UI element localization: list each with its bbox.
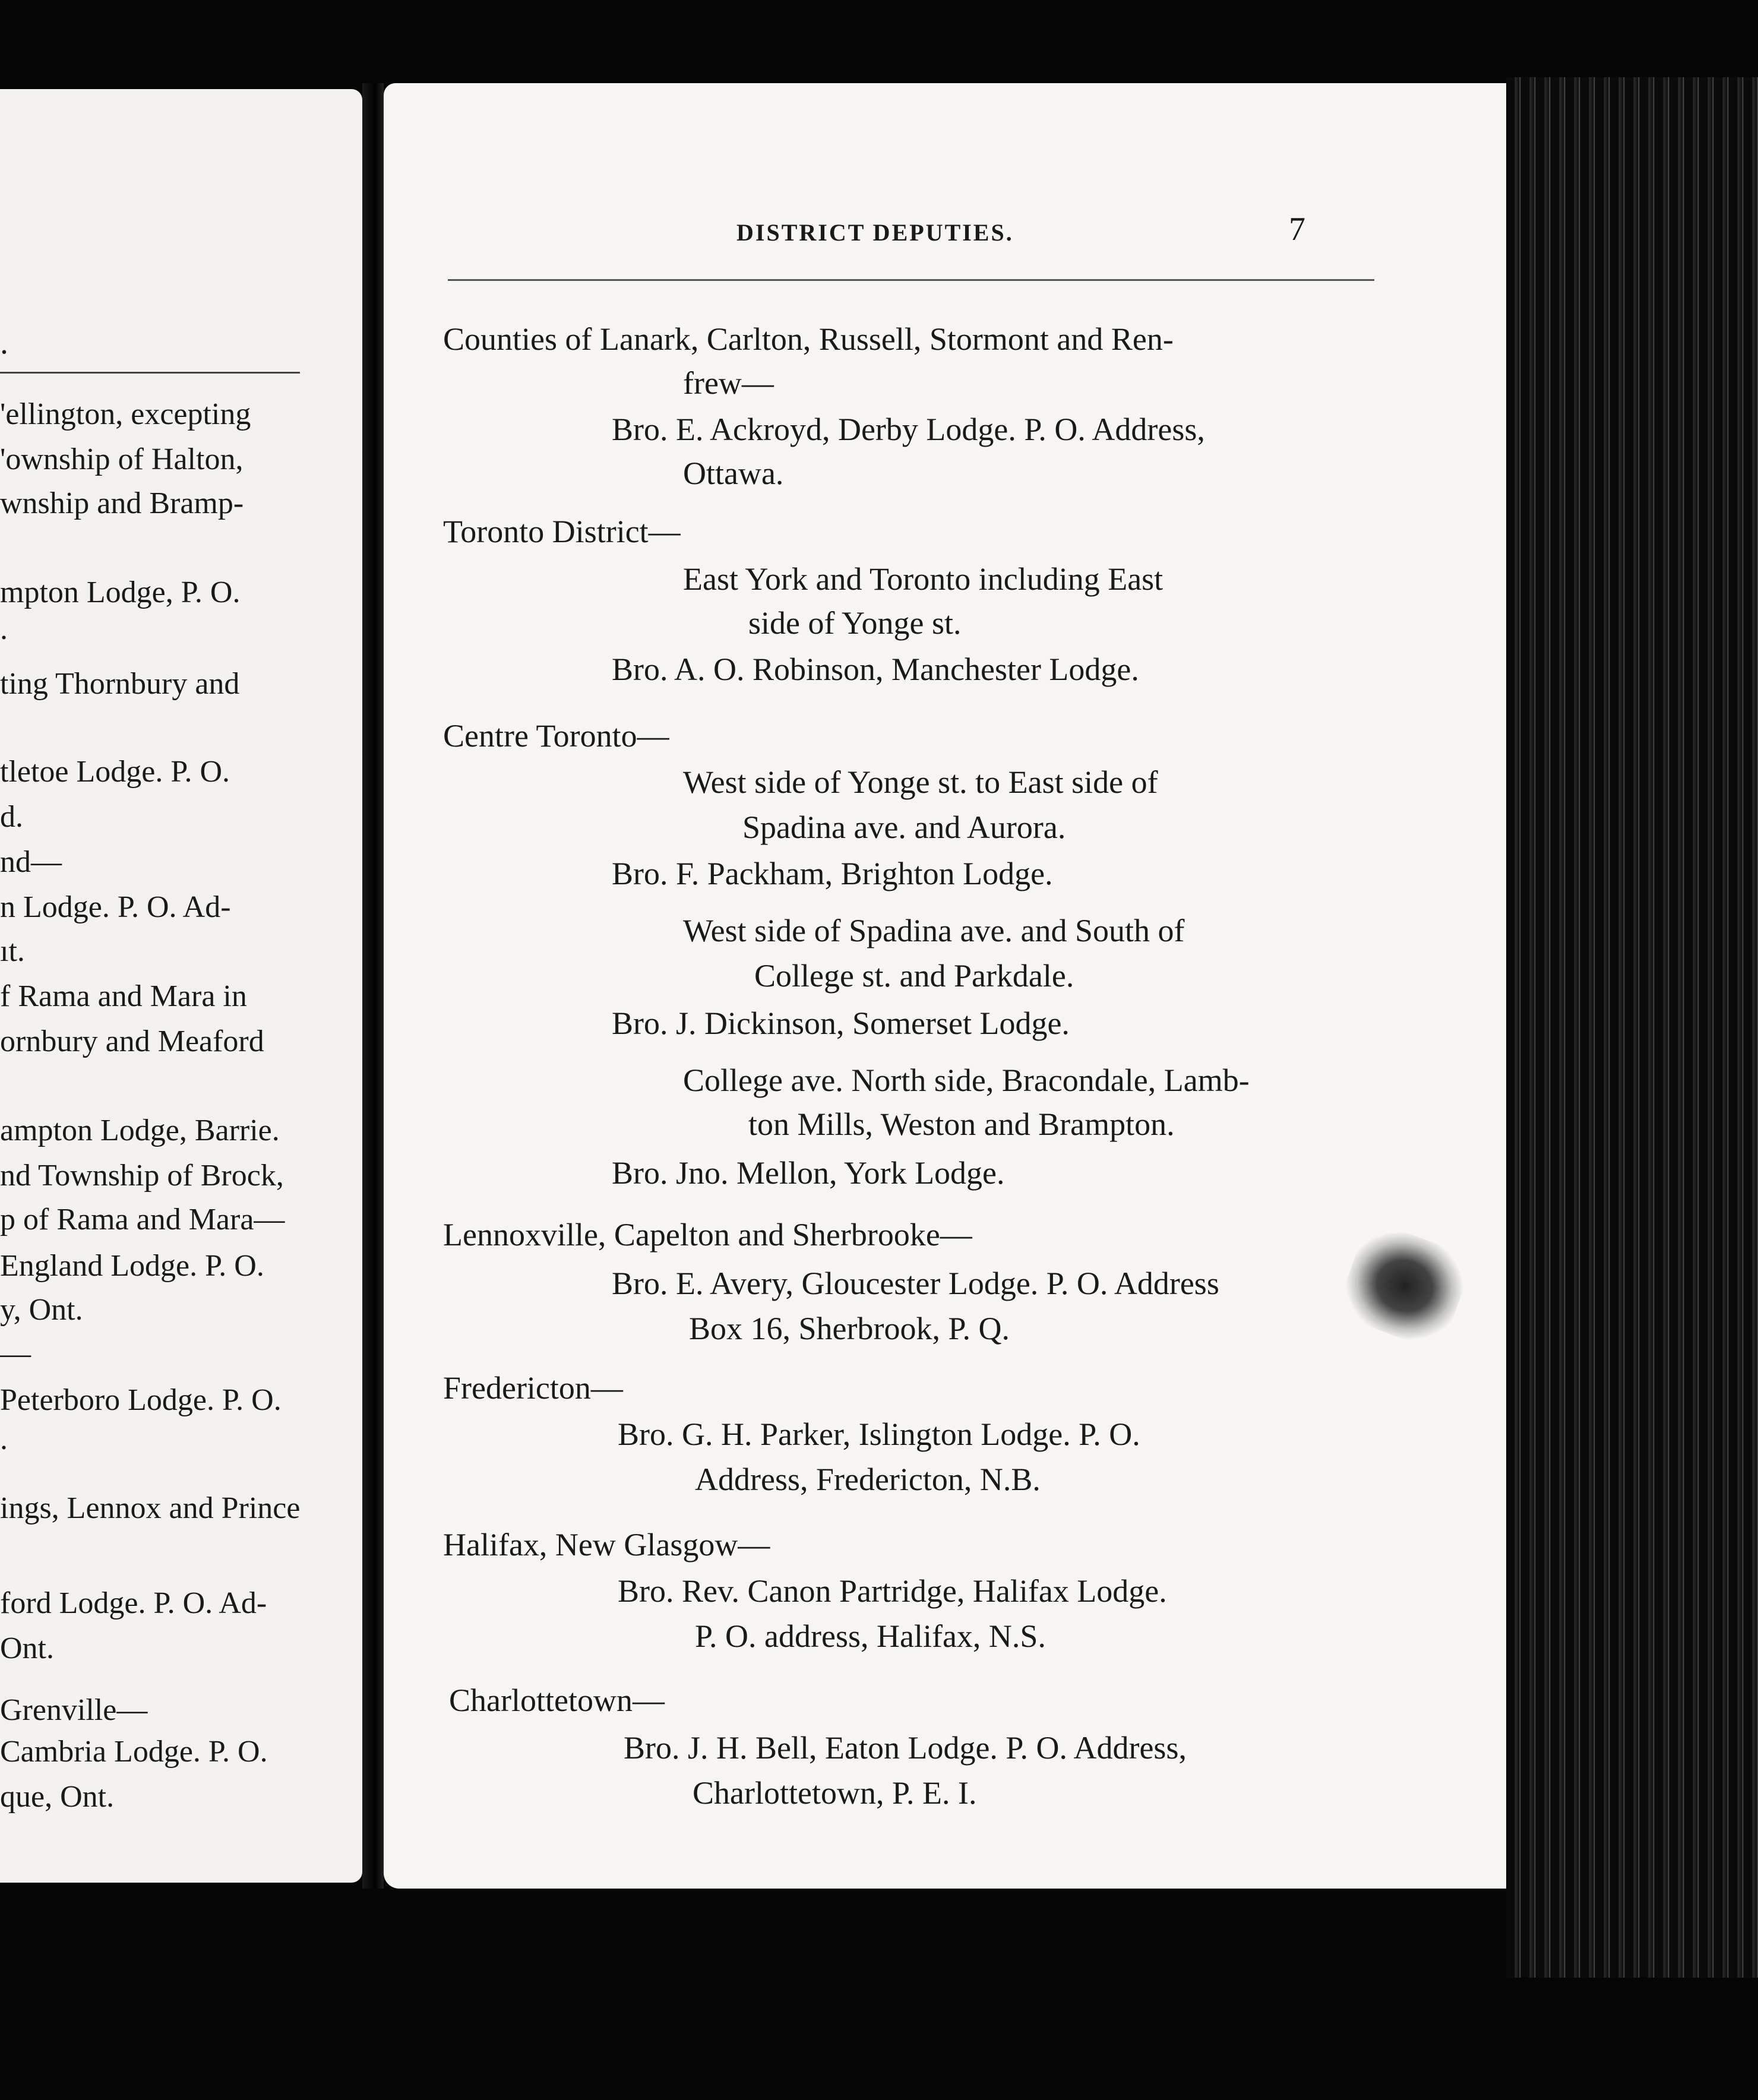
running-head: DISTRICT DEPUTIES.: [736, 219, 1014, 246]
left-page-line: 'ellington, excepting: [0, 397, 251, 431]
district-heading: Fredericton—: [443, 1370, 623, 1406]
left-page-line: nd Township of Brock,: [0, 1159, 284, 1193]
deputy-entry: Bro. Jno. Mellon, York Lodge.: [612, 1155, 1005, 1191]
district-heading: Charlottetown—: [449, 1682, 665, 1718]
header-rule: [448, 279, 1374, 281]
left-page-line: p of Rama and Mara—: [0, 1203, 285, 1236]
left-page-line: nd—: [0, 845, 62, 879]
left-page-line: Ont.: [0, 1631, 54, 1665]
left-page-line: ting Thornbury and: [0, 667, 240, 701]
deputy-address: Box 16, Sherbrook, P. Q.: [689, 1311, 1010, 1346]
district-heading: Centre Toronto—: [443, 718, 669, 754]
left-page-line: Peterboro Lodge. P. O.: [0, 1383, 282, 1417]
deputy-entry: Bro. A. O. Robinson, Manchester Lodge.: [612, 651, 1139, 687]
district-description: College st. and Parkdale.: [754, 958, 1074, 994]
deputy-entry: Bro. E. Ackroyd, Derby Lodge. P. O. Address,: [612, 412, 1205, 447]
deputy-entry: Bro. G. H. Parker, Islington Lodge. P. O.: [618, 1416, 1140, 1452]
book-gutter: [362, 83, 384, 1889]
previous-page: [0, 89, 362, 1883]
deputy-address: Address, Fredericton, N.B.: [695, 1462, 1041, 1497]
district-description: ton Mills, Weston and Brampton.: [748, 1106, 1175, 1142]
left-page-line: 'ownship of Halton,: [0, 442, 244, 476]
stray-mark: .: [0, 324, 8, 361]
district-heading: Halifax, New Glasgow—: [443, 1527, 770, 1563]
left-page-line: n Lodge. P. O. Ad-: [0, 890, 231, 924]
deputy-address: Ottawa.: [683, 456, 784, 491]
left-page-line: d.: [0, 800, 23, 834]
district-heading: Lennoxville, Capelton and Sherbrooke—: [443, 1217, 972, 1253]
left-page-line: .: [0, 1422, 8, 1456]
district-description: West side of Yonge st. to East side of: [683, 764, 1158, 800]
left-page-line: .: [0, 612, 8, 646]
deputy-entry: Bro. F. Packham, Brighton Lodge.: [612, 856, 1053, 891]
book-page-edges: [1506, 77, 1758, 1978]
left-page-line: wnship and Bramp-: [0, 486, 244, 520]
district-description: side of Yonge st.: [748, 605, 962, 641]
page-number: 7: [1289, 211, 1305, 248]
district-description: College ave. North side, Bracondale, Lamb-: [683, 1062, 1250, 1098]
left-page-line: Grenville—: [0, 1693, 148, 1727]
left-page-line: ford Lodge. P. O. Ad-: [0, 1586, 267, 1620]
left-page-line: mpton Lodge, P. O.: [0, 575, 241, 609]
deputy-entry: Bro. J. Dickinson, Somerset Lodge.: [612, 1005, 1070, 1041]
left-page-line: England Lodge. P. O.: [0, 1249, 264, 1283]
deputy-address: P. O. address, Halifax, N.S.: [695, 1618, 1046, 1654]
district-heading: Counties of Lanark, Carlton, Russell, Stormont and Ren-: [443, 321, 1174, 357]
left-page-line: y, Ont.: [0, 1293, 83, 1327]
left-page-line: ıt.: [0, 934, 25, 968]
left-page-line: —: [0, 1337, 31, 1371]
left-page-line: ings, Lennox and Prince: [0, 1491, 301, 1525]
left-page-line: ornbury and Meaford: [0, 1024, 264, 1058]
deputy-entry: Bro. Rev. Canon Partridge, Halifax Lodge.: [618, 1573, 1167, 1609]
district-description: Spadina ave. and Aurora.: [742, 809, 1066, 845]
left-page-line: que, Ont.: [0, 1780, 115, 1814]
deputy-entry: Bro. E. Avery, Gloucester Lodge. P. O. Address: [612, 1266, 1219, 1301]
district-description: West side of Spadina ave. and South of: [683, 913, 1185, 948]
district-description: East York and Toronto including East: [683, 561, 1163, 597]
deputy-address: Charlottetown, P. E. I.: [693, 1775, 977, 1811]
district-heading: Toronto District—: [443, 514, 681, 549]
left-page-line: f Rama and Mara in: [0, 979, 247, 1013]
left-page-line: ampton Lodge, Barrie.: [0, 1114, 280, 1147]
page-7: [384, 83, 1506, 1889]
deputy-entry: Bro. J. H. Bell, Eaton Lodge. P. O. Address,: [624, 1730, 1187, 1766]
left-page-line: Cambria Lodge. P. O.: [0, 1735, 268, 1769]
previous-page-rule: [0, 372, 300, 374]
left-page-line: tletoe Lodge. P. O.: [0, 755, 230, 789]
district-heading-continued: frew—: [683, 365, 774, 401]
